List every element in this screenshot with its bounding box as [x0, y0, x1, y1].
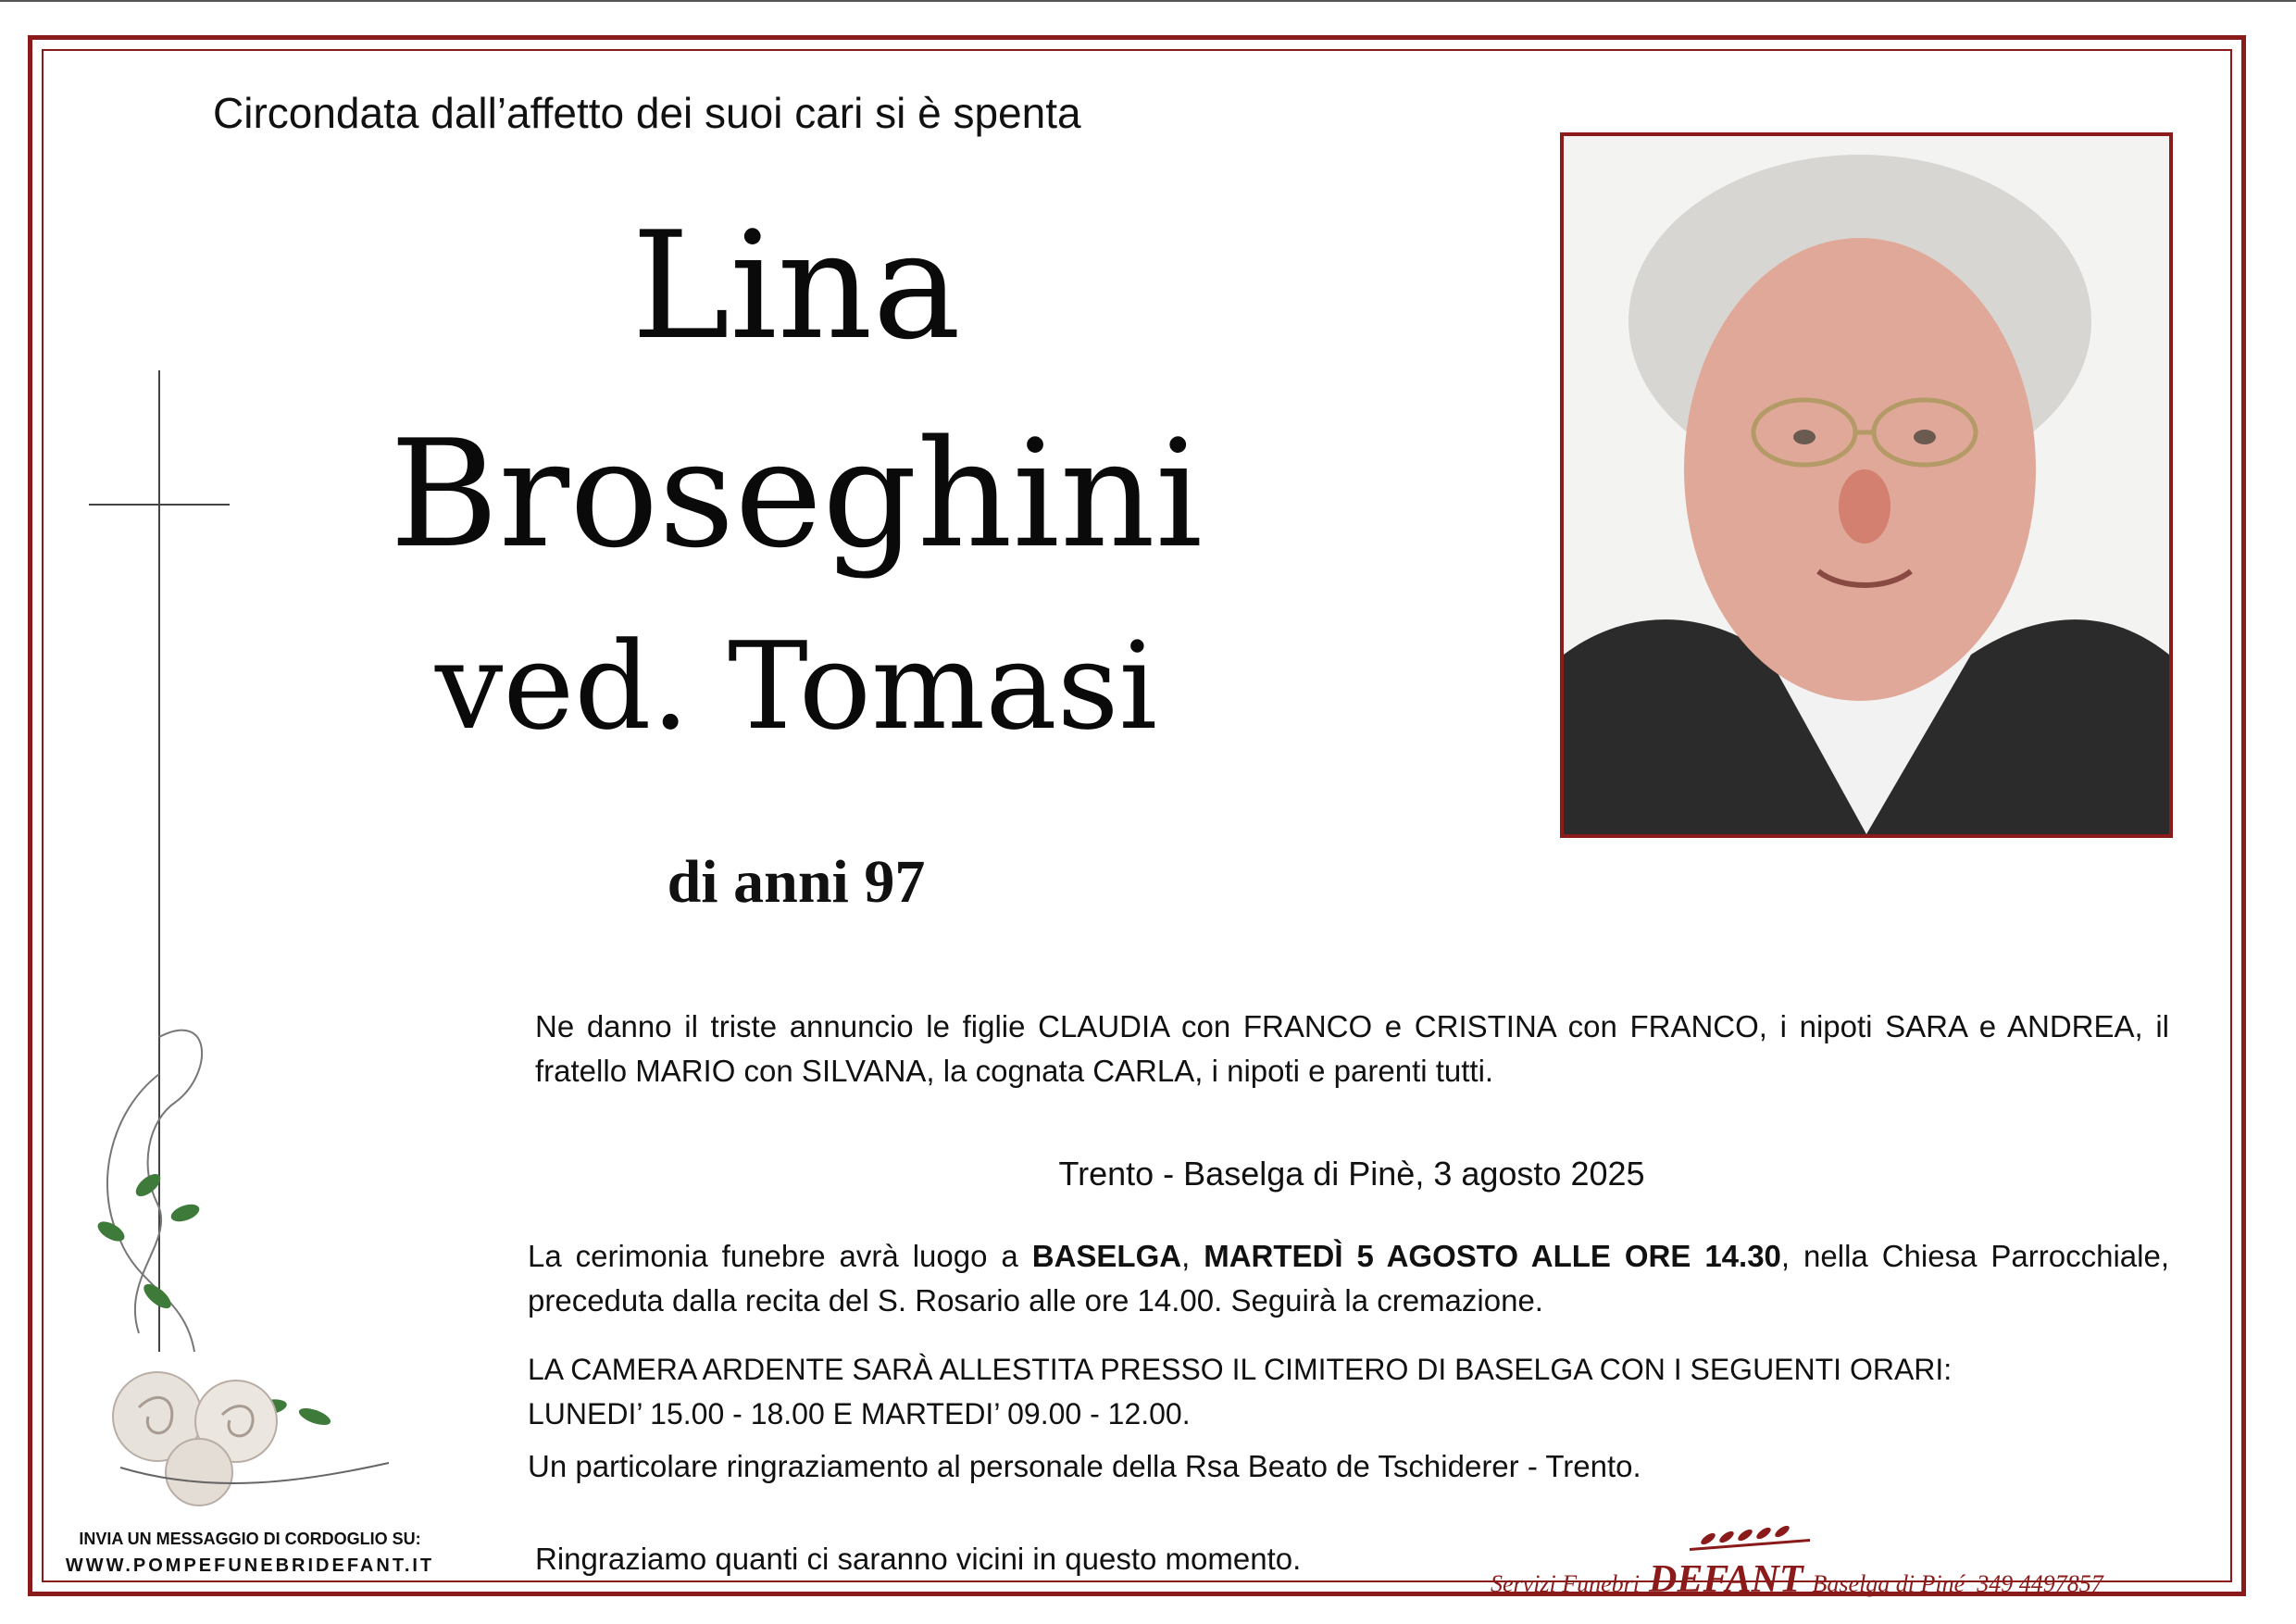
announcement-text: Ne danno il triste annuncio le figlie CLAUDIA con FRANCO e CRISTINA con FRANCO, i nipoti SARA e ANDREA, il fratello MARIO con SILVANA, la cognata CARLA, i nipoti e parenti tutti.	[535, 1009, 2169, 1088]
deceased-widow-name: ved. Tomasi	[434, 616, 1158, 756]
ceremony-prefix: La cerimonia funebre avrà luogo a	[528, 1239, 1018, 1273]
footer-service: Servizi Funebri	[1491, 1570, 1641, 1597]
funeral-service-footer	[1491, 1557, 2157, 1602]
camera-ardente-text	[528, 1347, 2169, 1436]
roses	[113, 1372, 277, 1505]
portrait-illustration	[1564, 136, 2169, 834]
stem-line	[120, 1463, 389, 1483]
ceremony-suffix: , nella Chiesa Parrocchiale, preceduta dalla recita del S. Rosario alle ore 14.00. Seguirà la cremazione.	[528, 1239, 2169, 1318]
top-rule	[0, 0, 2296, 2]
footer-brand: DEFANT	[1649, 1558, 1803, 1601]
thanks-staff: Un particolare ringraziamento al personale della Rsa Beato de Tschiderer - Trento.	[528, 1449, 1641, 1483]
ceremony-datetime: MARTEDÌ 5 AGOSTO ALLE ORE 14.30	[1204, 1239, 1781, 1273]
camera-ardente-line2: LUNEDI’ 15.00 - 18.00 E MARTEDI’ 09.00 - 12.00.	[528, 1397, 1191, 1430]
condolence-website-link[interactable]: WWW.POMPEFUNEBRIDEFANT.IT	[65, 1555, 435, 1576]
condolence-label: INVIA UN MESSAGGIO DI CORDOGLIO SU:	[79, 1530, 421, 1548]
deceased-first-name: Lina	[631, 199, 961, 372]
portrait-photo	[1560, 132, 2173, 838]
deceased-last-name: Broseghini	[389, 407, 1204, 581]
thanks-all: Ringraziamo quanti ci saranno vicini in questo momento.	[535, 1542, 1302, 1576]
place-date: Trento - Baselga di Pinè, 3 agosto 2025	[1058, 1155, 1645, 1193]
deceased-age: di anni 97	[667, 848, 926, 916]
condolence-box	[46, 1526, 454, 1580]
ceremony-text	[528, 1234, 2169, 1323]
ceremony-place: BASELGA	[1031, 1239, 1182, 1273]
ceremony-separator: ,	[1181, 1239, 1191, 1273]
footer-phone: 349 4497857	[1977, 1570, 2103, 1597]
intro-text: Circondata dall’affetto dei suoi cari si è spenta	[213, 89, 1081, 137]
laurel-icon	[1685, 1526, 1815, 1552]
footer-location: Baselga di Piné	[1812, 1570, 1965, 1597]
camera-ardente-line1: LA CAMERA ARDENTE SARÀ ALLESTITA PRESSO IL CIMITERO DI BASELGA CON I SEGUENTI ORARI:	[528, 1353, 1953, 1386]
